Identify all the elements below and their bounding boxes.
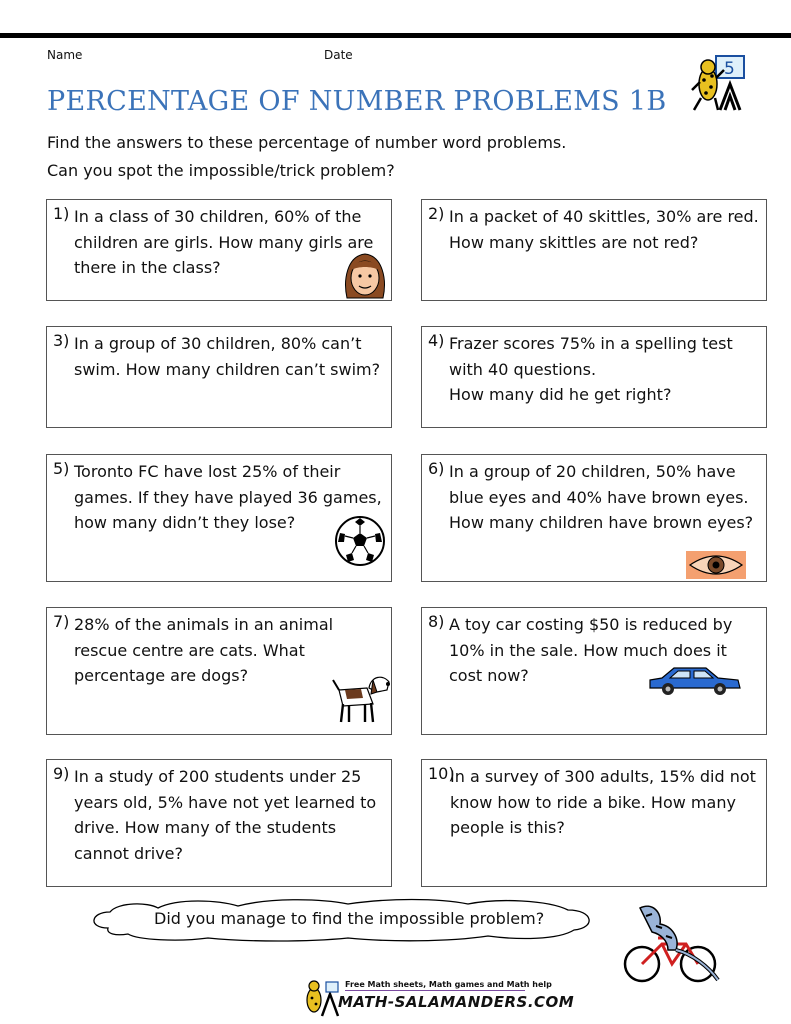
problem-text [449,331,760,408]
problem-number: 8) [428,612,445,631]
date-label: Date [324,48,353,62]
car-icon [648,664,742,696]
footer-tagline: Free Math sheets, Math games and Math help [345,980,552,989]
problem-number: 2) [428,204,445,223]
salamander-logo-icon [688,54,748,112]
dog-icon [331,668,393,724]
problem-text: In a group of 30 children, 80% can’t swim. How many children can’t swim? [74,334,381,379]
problem-number: 9) [53,764,70,783]
problem-number: 4) [428,331,445,350]
eye-icon [686,551,746,579]
problem-box-3 [46,326,392,428]
footer-divider [345,990,525,991]
soccer-ball-icon [334,515,386,567]
problem-text: In a study of 200 students under 25 years old, 5% have not yet learned to drive. How many of the students cannot drive? [74,767,377,863]
problem-box-9 [46,759,392,887]
problem-text: In a packet of 40 skittles, 30% are red. How many skittles are not red? [449,207,759,252]
girl-face-icon [341,250,389,300]
top-rule [0,33,791,38]
problem-box-4 [421,326,767,428]
footer-site-link[interactable]: MATH-SALAMANDERS.COM [338,993,575,1011]
problem-number: 1) [53,204,70,223]
problem-box-7 [46,607,392,735]
problem-text: In a survey of 300 adults, 15% did not know how to ride a bike. How many people is this? [450,767,756,837]
page-title: PERCENTAGE OF NUMBER PROBLEMS 1B [47,86,667,117]
problem-number: 7) [53,612,70,631]
name-label: Name [47,48,83,62]
problem-text-line-1: Frazer scores 75% in a spelling test with 40 questions. [449,334,733,379]
intro-line-1: Find the answers to these percentage of number word problems. [47,133,567,152]
problem-number: 5) [53,459,70,478]
problem-box-8 [421,607,767,735]
problem-text: In a class of 30 children, 60% of the children are girls. How many girls are there in the class? [74,207,374,277]
problem-number: 3) [53,331,70,350]
problem-text-line-2: How many did he get right? [449,385,672,404]
problem-text: A toy car costing $50 is reduced by 10% in the sale. How much does it cost now? [449,615,733,685]
problem-box-10 [421,759,767,887]
problem-number: 6) [428,459,445,478]
salamander-bike-icon [622,904,722,984]
footer-logo-icon [300,978,340,1018]
problem-box-1 [46,199,392,301]
problem-box-6 [421,454,767,582]
problem-text: 28% of the animals in an animal rescue centre are cats. What percentage are dogs? [74,615,334,685]
logo-grade: 5 [724,59,735,79]
problem-number: 10) [428,764,455,783]
intro-line-2: Can you spot the impossible/trick problem? [47,161,395,180]
problem-text: In a group of 20 children, 50% have blue eyes and 40% have brown eyes. How many children have brown eyes? [449,462,754,532]
problem-text: Toronto FC have lost 25% of their games. If they have played 36 games, how many didn’t they lose? [74,462,382,532]
problem-box-2 [421,199,767,301]
cloud-message: Did you manage to find the impossible problem? [154,909,545,928]
problem-box-5 [46,454,392,582]
